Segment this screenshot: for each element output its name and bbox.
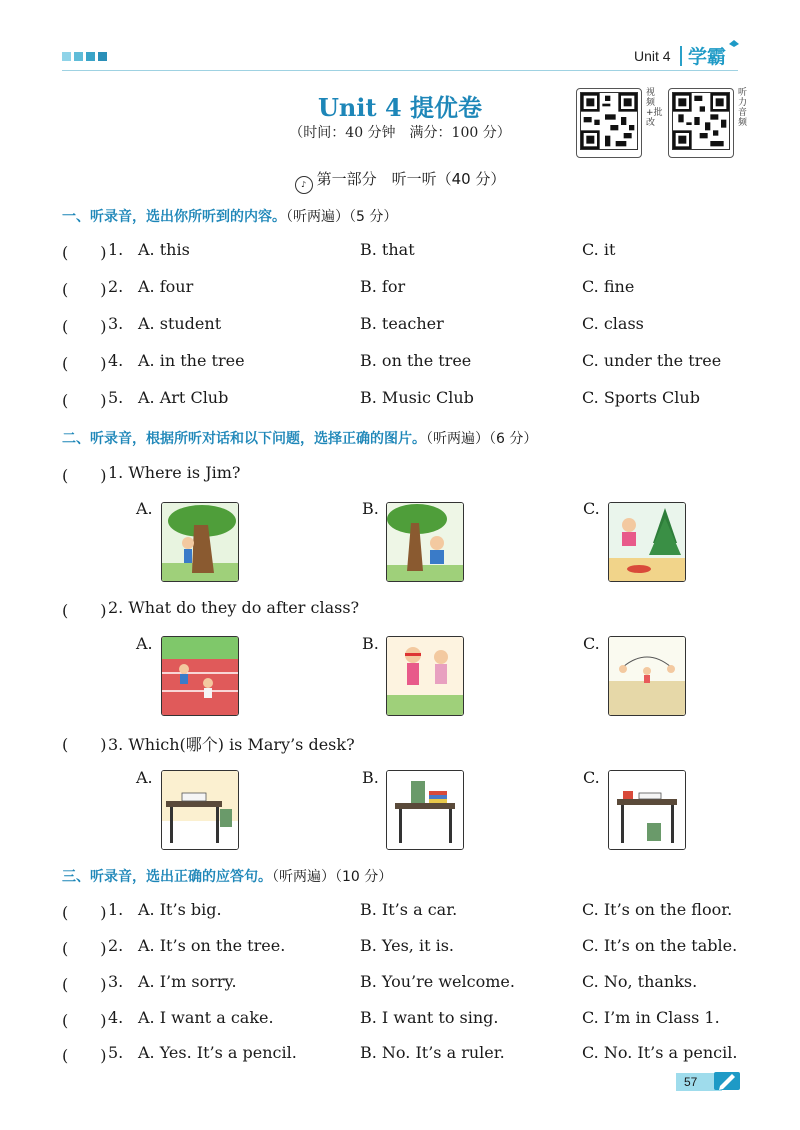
- s1-row-1: [62, 240, 752, 262]
- option-b: B. on the tree: [360, 351, 472, 370]
- option-c: C. Sports Club: [582, 388, 700, 407]
- part1-heading: [0, 168, 800, 194]
- option-c: C. It’s on the floor.: [582, 900, 733, 919]
- answer-blank[interactable]: ( ): [62, 354, 107, 373]
- question-number: 1.: [108, 900, 124, 919]
- section1-title: 一、听录音，选出你所听到的内容。: [62, 209, 286, 225]
- qr-audio[interactable]: [668, 88, 749, 158]
- qr-pattern-icon: [672, 92, 730, 150]
- option-a: A. I’m sorry.: [138, 972, 237, 991]
- s3-row-2: [62, 936, 752, 958]
- qr-audio-label: 听力音频: [738, 88, 748, 128]
- headphone-icon: ♪: [295, 176, 313, 194]
- option-a: A. It’s on the tree.: [138, 936, 286, 955]
- answer-blank[interactable]: ( ): [62, 243, 107, 262]
- option-b: B. You’re welcome.: [360, 972, 515, 991]
- question-number: 4.: [108, 351, 124, 370]
- option-b: B. teacher: [360, 314, 444, 333]
- header-decoration: [62, 52, 107, 61]
- header-divider: [62, 70, 738, 71]
- qr-pattern-icon: [580, 92, 638, 150]
- option-a: A. I want a cake.: [138, 1008, 274, 1027]
- qr-video[interactable]: [576, 88, 663, 158]
- option-c: C. No. It’s a pencil.: [582, 1043, 738, 1062]
- page-subtitle: （时间：40 分钟 满分：100 分）: [289, 125, 511, 141]
- option-c: C. it: [582, 240, 616, 259]
- option-a: A. this: [138, 240, 190, 259]
- option-label-b: B.: [362, 768, 379, 787]
- pencil-icon: [714, 1068, 742, 1094]
- qr-code-icon: [668, 88, 734, 158]
- s1-row-3: [62, 314, 752, 336]
- option-label-a: A.: [136, 634, 153, 653]
- option-b: B. It’s a car.: [360, 900, 458, 919]
- answer-blank[interactable]: ( ): [62, 939, 107, 958]
- s3-row-5: [62, 1043, 752, 1065]
- question-number: 2.: [108, 277, 124, 296]
- question-number: 3.: [108, 972, 124, 991]
- option-c: C. class: [582, 314, 644, 333]
- s3-row-3: [62, 972, 752, 994]
- question-number: 1.: [108, 240, 124, 259]
- question-number: 3.: [108, 314, 124, 333]
- picture-desk-c[interactable]: [608, 770, 686, 850]
- section2-title: 二、听录音，根据所听对话和以下问题，选择正确的图片。: [62, 431, 426, 447]
- picture-desk-a[interactable]: [161, 770, 239, 850]
- option-a: A. four: [138, 277, 194, 296]
- answer-blank[interactable]: ( ): [62, 735, 107, 754]
- question-number: 4.: [108, 1008, 124, 1027]
- section2-heading: [62, 428, 537, 448]
- question-number: 2.: [108, 936, 124, 955]
- option-b: B. I want to sing.: [360, 1008, 499, 1027]
- option-label-b: B.: [362, 499, 379, 518]
- section1-note: （听两遍）（5 分）: [286, 209, 398, 225]
- answer-blank[interactable]: ( ): [62, 1011, 107, 1030]
- question-text: 1. Where is Jim?: [108, 463, 241, 482]
- option-a: A. Yes. It’s a pencil.: [138, 1043, 297, 1062]
- option-b: B. Music Club: [360, 388, 474, 407]
- picture-running[interactable]: [161, 636, 239, 716]
- page-number: 57: [676, 1073, 722, 1091]
- option-b: B. that: [360, 240, 415, 259]
- question-text: 2. What do they do after class?: [108, 598, 360, 617]
- picture-tree-hiding[interactable]: [161, 502, 239, 582]
- brand-logo: 学霸: [688, 46, 727, 68]
- option-label-a: A.: [136, 499, 153, 518]
- picture-jump-rope[interactable]: [608, 636, 686, 716]
- option-c: C. under the tree: [582, 351, 722, 370]
- s3-row-4: [62, 1008, 752, 1030]
- answer-blank[interactable]: ( ): [62, 280, 107, 299]
- option-label-a: A.: [136, 768, 153, 787]
- header-unit: Unit 4: [634, 48, 671, 64]
- section3-title: 三、听录音，选出正确的应答句。: [62, 869, 272, 885]
- option-a: A. It’s big.: [138, 900, 222, 919]
- s1-row-5: [62, 388, 752, 410]
- answer-blank[interactable]: ( ): [62, 601, 107, 620]
- question-number: 5.: [108, 388, 124, 407]
- section3-heading: [62, 866, 392, 886]
- s3-row-1: [62, 900, 752, 922]
- section1-heading: [62, 206, 397, 226]
- section2-note: （听两遍）（6 分）: [426, 431, 538, 447]
- s1-row-2: [62, 277, 752, 299]
- page-title: Unit 4 提优卷: [318, 93, 482, 122]
- option-c: C. fine: [582, 277, 635, 296]
- section3-note: （听两遍）（10 分）: [272, 869, 393, 885]
- option-label-c: C.: [583, 634, 600, 653]
- answer-blank[interactable]: ( ): [62, 317, 107, 336]
- header-separator: [680, 46, 682, 66]
- option-b: B. for: [360, 277, 406, 296]
- qr-code-icon: [576, 88, 642, 158]
- picture-picnic[interactable]: [608, 502, 686, 582]
- question-text: 3. Which(哪个) is Mary’s desk?: [108, 735, 355, 754]
- option-label-b: B.: [362, 634, 379, 653]
- option-label-c: C.: [583, 768, 600, 787]
- cap-icon: [728, 38, 740, 50]
- picture-desk-b[interactable]: [386, 770, 464, 850]
- option-c: C. It’s on the table.: [582, 936, 738, 955]
- question-number: 5.: [108, 1043, 124, 1062]
- answer-blank[interactable]: ( ): [62, 975, 107, 994]
- option-label-c: C.: [583, 499, 600, 518]
- option-a: A. student: [138, 314, 222, 333]
- answer-blank[interactable]: ( ): [62, 1046, 107, 1065]
- s1-row-4: [62, 351, 752, 373]
- answer-blank[interactable]: ( ): [62, 466, 107, 485]
- picture-blindfold-game[interactable]: [386, 636, 464, 716]
- option-a: A. Art Club: [138, 388, 229, 407]
- answer-blank[interactable]: ( ): [62, 903, 107, 922]
- option-b: B. No. It’s a ruler.: [360, 1043, 505, 1062]
- picture-under-tree[interactable]: [386, 502, 464, 582]
- option-c: C. No, thanks.: [582, 972, 698, 991]
- answer-blank[interactable]: ( ): [62, 391, 107, 410]
- option-a: A. in the tree: [138, 351, 245, 370]
- part1-title: 第一部分 听一听（40 分）: [316, 170, 506, 188]
- option-c: C. I’m in Class 1.: [582, 1008, 720, 1027]
- option-b: B. Yes, it is.: [360, 936, 454, 955]
- qr-video-label: 视频+批改: [646, 88, 663, 128]
